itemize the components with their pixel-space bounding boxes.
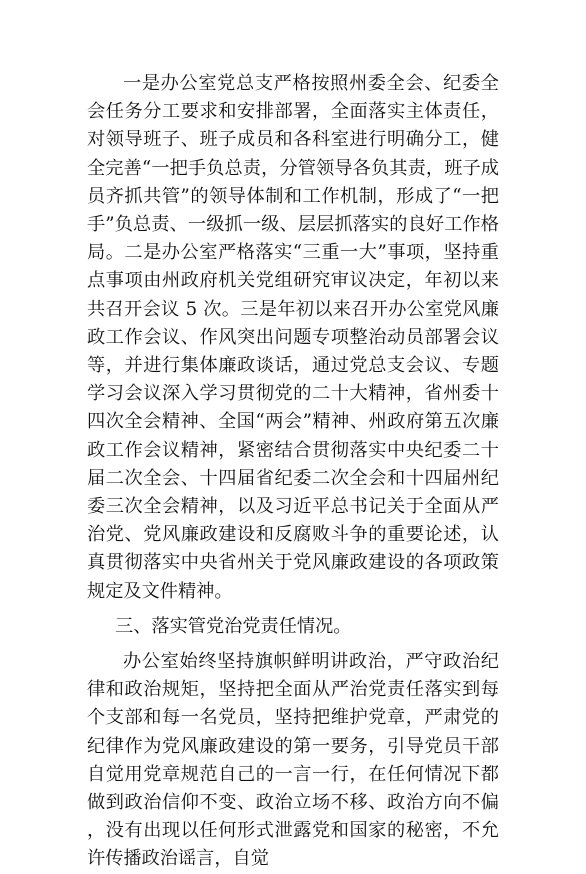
document-body — [87, 70, 499, 874]
section-heading: 三、落实管党治党责任情况。 — [115, 615, 352, 637]
paragraph-responsibility-implementation: 一是办公室党总支严格按照州委全会、纪委全会任务分工要求和安排部署，全面落实主体责任，对领导班子、班子成员和各科室进行明确分工，健全完善“一把手负总责，分管领导各负其责，班子成员齐抓共管”的领导体制和工作机制，形成了“一把手”负总责、一级抓一级、层层抓落实的良好工作格局。二是办公室严格落实“三重一大”事项，坚持重点事项由州政府机关党组研究审议决定，年初以来共召开会议 5 次。三是年初以来召开办公室党风廉政工作会议、作风突出问题专项整治动员部署会议等，并进行集体廉政谈话，通过党总支会议、专题学习会议深入学习贯彻党的二十大精神，省州委十四次全会精神、全国“两会”精神、州政府第五次廉政工作会议精神，紧密结合贯彻落实中央纪委二十届二次全会、十四届省纪委二次全会和十四届州纪委三次全会精神，以及习近平总书记关于全面从严治党、党风廉政建设和反腐败斗争的重要论述，认真贯彻落实中央省州关于党风廉政建设的各项政策规定及文件精神。 — [87, 73, 499, 602]
paragraph-political-discipline: 办公室始终坚持旗帜鲜明讲政治，严守政治纪律和政治规矩，坚持把全面从严治党责任落实到每个支部和每一名党员，坚持把维护党章，严肃党的纪律作为党风廉政建设的第一要务，引导党员干部自觉用党章规范自己的一言一行，在任何情况下都做到政治信仰不变、政治立场不移、政治方向不偏，没有出现以任何形式泄露党和国家的秘密，不允许传播政治谣言，自觉 — [87, 651, 499, 870]
